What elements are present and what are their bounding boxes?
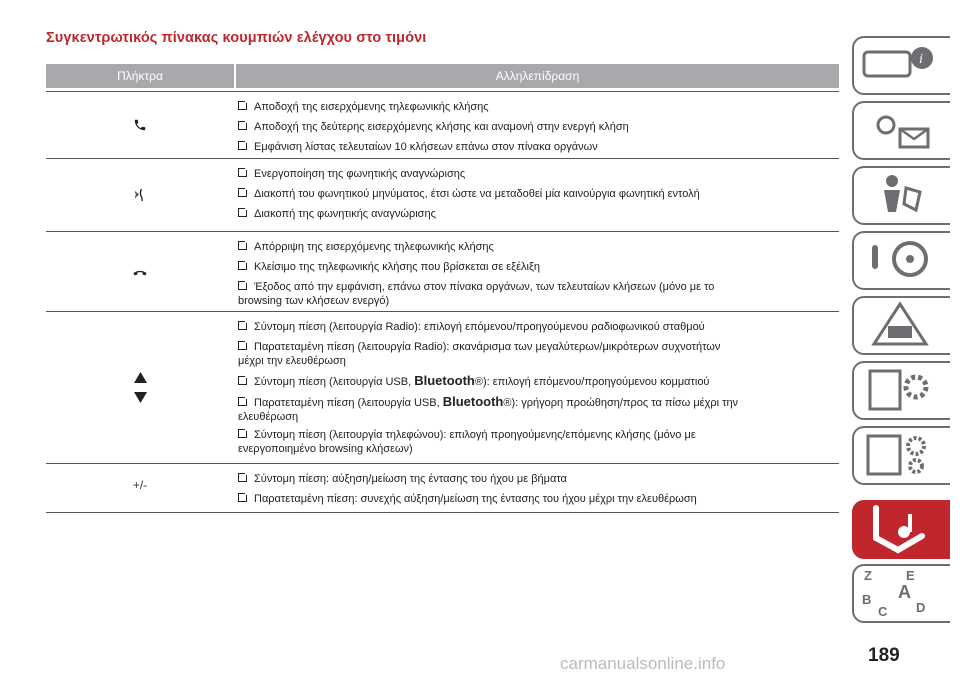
phone-answer-icon <box>46 92 234 158</box>
list-item-continuation: ελευθέρωση <box>238 411 299 423</box>
svg-text:D: D <box>916 600 926 615</box>
arrow-down-icon <box>134 392 147 403</box>
table-header <box>46 64 839 88</box>
svg-text:C: C <box>878 604 888 618</box>
svg-text:i: i <box>919 52 923 67</box>
list-item-continuation: ενεργοποιημένο browsing κλήσεων) <box>238 443 413 455</box>
tab-starting-driving[interactable] <box>852 231 950 290</box>
warning-lights-icon <box>854 103 944 155</box>
list-item: Απόρριψη της εισερχόμενης τηλεφωνικής κλήσης <box>238 240 839 254</box>
watermark: carmanualsonline.info <box>560 654 726 673</box>
volume-key: +/- <box>132 478 148 492</box>
list-item: Διακοπή του φωνητικού μηνύματος, έτσι ώστε να μεταδοθεί μία καινούργια φωνητική εντολή <box>238 187 839 201</box>
tab-multimedia[interactable] <box>852 500 950 559</box>
table-row <box>46 464 839 513</box>
header-keys: Πλήκτρα <box>46 64 236 88</box>
tab-emergency[interactable] <box>852 296 950 355</box>
list-item: Σύντομη πίεση: αύξηση/μείωση της έντασης του ήχου με βήματα <box>238 472 839 486</box>
list-item: Αποδοχή της εισερχόμενης τηλεφωνικής κλήσης <box>238 100 839 114</box>
list-item: Διακοπή της φωνητικής αναγνώρισης <box>238 207 839 221</box>
list-item: Ενεργοποίηση της φωνητικής αναγνώρισης <box>238 167 839 181</box>
list-item: Παρατεταμένη πίεση: συνεχής αύξηση/μείωση της έντασης του ήχου μέχρι την ελευθέρωση <box>238 492 839 506</box>
tab-technical-data[interactable] <box>852 426 950 485</box>
page-number: 189 <box>868 645 900 666</box>
voice-recognition-icon <box>46 159 234 231</box>
tab-maintenance[interactable] <box>852 361 950 420</box>
phone-hangup-icon <box>46 232 234 311</box>
chapter-tabs <box>852 0 960 678</box>
arrow-up-icon <box>134 372 147 383</box>
list-item: Εμφάνιση λίστας τελευταίων 10 κλήσεων επάνω στον πίνακα οργάνων <box>238 140 839 154</box>
controls-table <box>46 64 839 513</box>
svg-text:E: E <box>906 568 915 583</box>
table-row <box>46 91 839 159</box>
page-title: Συγκεντρωτικός πίνακας κουμπιών ελέγχου στο τιμόνι <box>46 30 427 46</box>
tab-index[interactable] <box>852 564 950 623</box>
list-item: Σύντομη πίεση (λειτουργία Radio): επιλογή επόμενου/προηγούμενου ραδιοφωνικού σταθμού <box>238 320 839 334</box>
emergency-icon <box>854 298 944 350</box>
list-item: Αποδοχή της δεύτερης εισερχόμενης κλήσης και αναμονή στην ενεργή κλήση <box>238 120 839 134</box>
steering-wheel-icon <box>854 233 944 285</box>
arrows-up-down-icon <box>46 312 234 463</box>
table-row <box>46 159 839 232</box>
svg-text:Z: Z <box>864 568 872 583</box>
list-item: Σύντομη πίεση (λειτουργία USB, Bluetooth®): επιλογή επόμενου/προηγούμενου κομματιού <box>238 374 839 389</box>
multimedia-icon <box>854 502 944 554</box>
table-row <box>46 312 839 464</box>
list-item: Σύντομη πίεση (λειτουργία τηλεφώνου): επιλογή προηγούμενης/επόμενης κλήσης (μόνο με <box>238 428 839 442</box>
list-item: Έξοδος από την εμφάνιση, επάνω στον πίνακα οργάνων, των τελευταίων κλήσεων (μόνο με το <box>238 280 839 294</box>
technical-data-icon <box>854 428 944 480</box>
tab-car-info[interactable] <box>852 36 950 95</box>
tab-safety[interactable] <box>852 166 950 225</box>
tab-warning-lights[interactable] <box>852 101 950 160</box>
table-row <box>46 232 839 312</box>
list-item-continuation: browsing των κλήσεων ενεργό) <box>238 295 390 307</box>
list-item: Παρατεταμένη πίεση (λειτουργία USB, Bluetooth®): γρήγορη προώθηση/προς τα πίσω μέχρι την <box>238 395 839 410</box>
list-item: Παρατεταμένη πίεση (λειτουργία Radio): σκανάρισμα των μεγαλύτερων/μικρότερων συχνοτήτων <box>238 340 839 354</box>
list-item-continuation: μέχρι την ελευθέρωση <box>238 355 346 367</box>
car-info-icon <box>854 38 944 90</box>
maintenance-icon <box>854 363 944 415</box>
safety-icon <box>854 168 944 220</box>
svg-text:B: B <box>862 592 872 607</box>
index-icon <box>854 566 944 618</box>
svg-text:A: A <box>898 582 911 602</box>
list-item: Κλείσιμο της τηλεφωνικής κλήσης που βρίσκεται σε εξέλιξη <box>238 260 839 274</box>
header-interaction: Αλληλεπίδραση <box>495 69 580 83</box>
